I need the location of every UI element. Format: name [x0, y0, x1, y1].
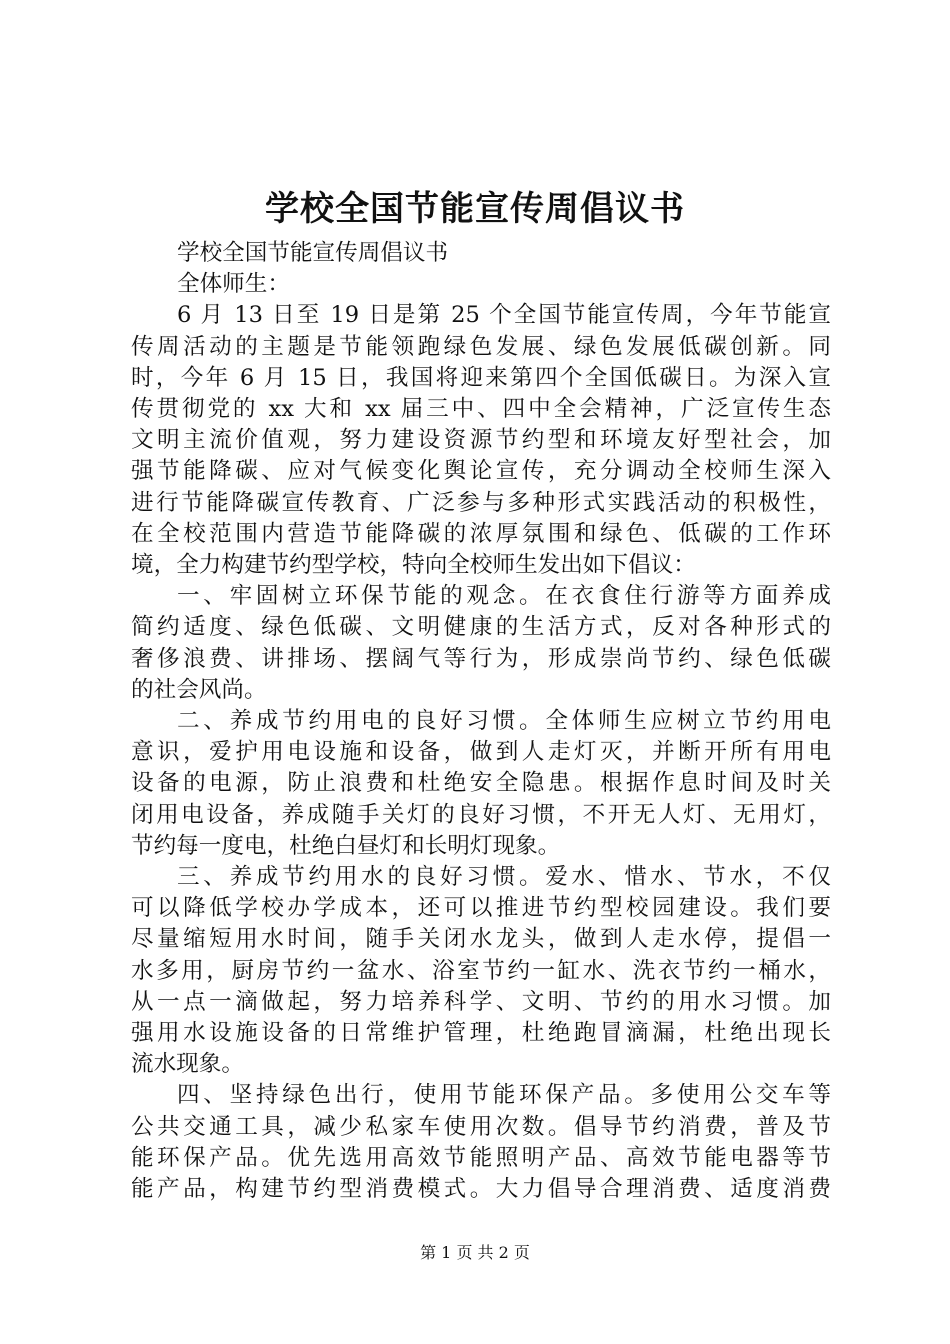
text-line: 能环保产品。优先选用高效节能照明产品、高效节能电器等节: [131, 1144, 831, 1171]
text-line: 简约适度、绿色低碳、文明健康的生活方式，反对各种形式的: [131, 614, 831, 641]
document-title: 学校全国节能宣传周倡议书: [265, 189, 685, 229]
text-line: 时，今年 6 月 15 日，我国将迎来第四个全国低碳日。为深入宣: [131, 364, 831, 391]
document-body: [131, 238, 831, 1205]
text-line: 意识，爱护用电设施和设备，做到人走灯灭，并断开所有用电: [131, 739, 831, 766]
text-line: 强节能降碳、应对气候变化舆论宣传，充分调动全校师生深入: [131, 458, 831, 485]
text-line: 的社会风尚。: [131, 676, 267, 703]
text-line: 尽量缩短用水时间，随手关闭水龙头，做到人走水停，提倡一: [131, 926, 831, 953]
text-line: 传贯彻党的 xx 大和 xx 届三中、四中全会精神，广泛宣传生态: [131, 396, 831, 423]
text-line: 在全校范围内营造节能降碳的浓厚氛围和绿色、低碳的工作环: [131, 520, 831, 547]
text-line: 节约每一度电，杜绝白昼灯和长明灯现象。: [131, 832, 561, 859]
text-line: 境，全力构建节约型学校，特向全校师生发出如下倡议：: [131, 552, 696, 579]
text-line: 全体师生：: [177, 271, 290, 298]
text-line: 公共交通工具，减少私家车使用次数。倡导节约消费，普及节: [131, 1113, 831, 1140]
text-line: 6 月 13 日至 19 日是第 25 个全国节能宣传周，今年节能宣: [177, 302, 831, 329]
text-line: 流水现象。: [131, 1051, 244, 1078]
text-line: 可以降低学校办学成本，还可以推进节约型校园建设。我们要: [131, 895, 831, 922]
text-line: 学校全国节能宣传周倡议书: [177, 240, 449, 266]
text-line: 水多用，厨房节约一盆水、浴室节约一缸水、洗衣节约一桶水，: [131, 957, 831, 984]
text-line: 传周活动的主题是节能领跑绿色发展、绿色发展低碳创新。同: [131, 333, 831, 360]
text-line: 奢侈浪费、讲排场、摆阔气等行为，形成崇尚节约、绿色低碳: [131, 645, 831, 672]
text-line: 强用水设施设备的日常维护管理，杜绝跑冒滴漏，杜绝出现长: [131, 1020, 831, 1047]
text-line: 设备的电源，防止浪费和杜绝安全隐患。根据作息时间及时关: [131, 770, 831, 797]
page-footer: 第 1 页 共 2 页: [420, 1243, 530, 1262]
text-line: 四、坚持绿色出行，使用节能环保产品。多使用公交车等: [177, 1082, 831, 1109]
text-line: 能产品，构建节约型消费模式。大力倡导合理消费、适度消费: [131, 1176, 831, 1203]
text-line: 文明主流价值观，努力建设资源节约型和环境友好型社会，加: [131, 427, 831, 454]
text-line: 一、牢固树立环保节能的观念。在衣食住行游等方面养成: [177, 583, 831, 610]
text-line: 从一点一滴做起，努力培养科学、文明、节约的用水习惯。加: [131, 988, 831, 1015]
text-line: 二、养成节约用电的良好习惯。全体师生应树立节约用电: [177, 708, 831, 735]
text-line: 进行节能降碳宣传教育、广泛参与多种形式实践活动的积极性，: [131, 489, 831, 516]
text-line: 三、养成节约用水的良好习惯。爱水、惜水、节水，不仅: [177, 864, 831, 891]
text-line: 闭用电设备，养成随手关灯的良好习惯，不开无人灯、无用灯，: [131, 801, 831, 828]
